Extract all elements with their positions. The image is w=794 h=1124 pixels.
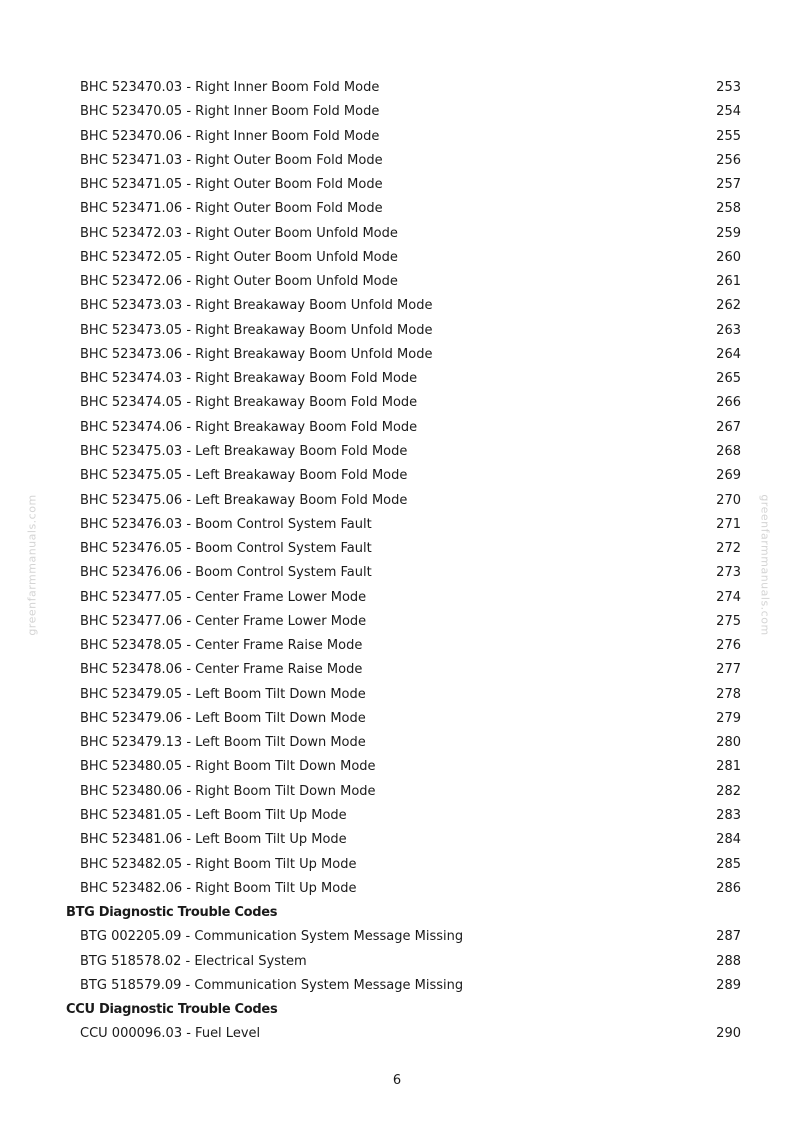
toc-entry[interactable] — [0, 173, 794, 197]
toc-entry[interactable] — [0, 270, 794, 294]
entry-title: BTG 518578.02 - Electrical System — [80, 953, 307, 969]
toc-entry[interactable] — [0, 416, 794, 440]
entry-page-number: 283 — [716, 807, 741, 823]
entry-page-number: 257 — [716, 177, 741, 193]
page-number: 6 — [392, 1073, 402, 1088]
toc-entry[interactable] — [0, 853, 794, 877]
entry-title: BHC 523470.06 - Right Inner Boom Fold Mode — [80, 128, 380, 144]
toc-entry[interactable] — [0, 149, 794, 173]
toc-entry[interactable] — [0, 780, 794, 804]
entry-title: BTG 002205.09 - Communication System Message Missing — [80, 929, 464, 945]
toc-entry[interactable] — [0, 125, 794, 149]
entry-title: BHC 523482.06 - Right Boom Tilt Up Mode — [80, 880, 357, 896]
table-of-contents — [0, 76, 794, 1047]
entry-title: BHC 523470.03 - Right Inner Boom Fold Mode — [80, 80, 380, 95]
entry-title: BHC 523474.03 - Right Breakaway Boom Fold Mode — [80, 371, 418, 387]
entry-page-number: 260 — [716, 249, 741, 265]
entry-page-number: 256 — [716, 152, 741, 168]
entry-page-number: 278 — [716, 686, 741, 702]
toc-entry[interactable] — [0, 489, 794, 513]
toc-entry[interactable] — [0, 707, 794, 731]
entry-page-number: 280 — [716, 735, 741, 751]
toc-entry[interactable] — [0, 294, 794, 318]
toc-section-heading — [0, 998, 794, 1022]
entry-page-number: 290 — [716, 1026, 741, 1042]
toc-entry[interactable] — [0, 634, 794, 658]
toc-entry[interactable] — [0, 586, 794, 610]
entry-page-number: 282 — [716, 783, 741, 799]
entry-title: BHC 523478.05 - Center Frame Raise Mode — [80, 638, 363, 654]
toc-entry[interactable] — [0, 367, 794, 391]
toc-entry[interactable] — [0, 950, 794, 974]
toc-entry[interactable] — [0, 343, 794, 367]
entry-page-number: 270 — [716, 492, 741, 508]
toc-entry[interactable] — [0, 246, 794, 270]
watermark-left: greenfarmmanuals.com — [25, 494, 39, 636]
toc-entry[interactable] — [0, 391, 794, 415]
entry-title: BHC 523479.05 - Left Boom Tilt Down Mode — [80, 686, 366, 702]
entry-title: BHC 523472.06 - Right Outer Boom Unfold Mode — [80, 274, 398, 290]
entry-page-number: 288 — [716, 953, 741, 969]
toc-entry[interactable] — [0, 658, 794, 682]
toc-section-heading — [0, 901, 794, 925]
entry-title: BHC 523474.05 - Right Breakaway Boom Fold Mode — [80, 395, 418, 411]
entry-page-number: 266 — [716, 395, 741, 411]
section-title: CCU Diagnostic Trouble Codes — [66, 1002, 278, 1018]
toc-entry[interactable] — [0, 731, 794, 755]
entry-page-number: 271 — [716, 516, 741, 532]
entry-title: BHC 523475.05 - Left Breakaway Boom Fold Mode — [80, 468, 408, 484]
section-title: BTG Diagnostic Trouble Codes — [66, 905, 278, 921]
toc-entry[interactable] — [0, 683, 794, 707]
entry-title: BHC 523480.06 - Right Boom Tilt Down Mode — [80, 783, 376, 799]
entry-page-number: 263 — [716, 322, 741, 338]
toc-entry[interactable] — [0, 1022, 794, 1046]
entry-page-number: 253 — [716, 80, 741, 95]
entry-title: BHC 523475.03 - Left Breakaway Boom Fold Mode — [80, 443, 408, 459]
toc-entry[interactable] — [0, 440, 794, 464]
toc-entry[interactable] — [0, 877, 794, 901]
entry-title: BTG 518579.09 - Communication System Message Missing — [80, 977, 464, 993]
entry-page-number: 267 — [716, 419, 741, 435]
entry-title: BHC 523470.05 - Right Inner Boom Fold Mode — [80, 104, 380, 120]
entry-title: BHC 523472.03 - Right Outer Boom Unfold Mode — [80, 225, 398, 241]
entry-page-number: 275 — [716, 613, 741, 629]
entry-page-number: 258 — [716, 201, 741, 217]
toc-entry[interactable] — [0, 464, 794, 488]
entry-page-number: 272 — [716, 541, 741, 557]
entry-page-number: 286 — [716, 880, 741, 896]
entry-page-number: 259 — [716, 225, 741, 241]
toc-entry[interactable] — [0, 537, 794, 561]
entry-page-number: 279 — [716, 710, 741, 726]
toc-entry[interactable] — [0, 561, 794, 585]
entry-page-number: 269 — [716, 468, 741, 484]
entry-title: BHC 523471.05 - Right Outer Boom Fold Mode — [80, 177, 383, 193]
toc-entry[interactable] — [0, 828, 794, 852]
entry-page-number: 261 — [716, 274, 741, 290]
toc-entry[interactable] — [0, 222, 794, 246]
entry-page-number: 264 — [716, 346, 741, 362]
entry-title: BHC 523480.05 - Right Boom Tilt Down Mode — [80, 759, 376, 775]
entry-title: BHC 523476.03 - Boom Control System Fault — [80, 516, 372, 532]
entry-page-number: 273 — [716, 565, 741, 581]
entry-title: BHC 523479.06 - Left Boom Tilt Down Mode — [80, 710, 366, 726]
entry-title: BHC 523482.05 - Right Boom Tilt Up Mode — [80, 856, 357, 872]
entry-page-number: 274 — [716, 589, 741, 605]
toc-entry[interactable] — [0, 76, 794, 100]
toc-entry[interactable] — [0, 755, 794, 779]
entry-page-number: 255 — [716, 128, 741, 144]
toc-entry[interactable] — [0, 974, 794, 998]
entry-title: BHC 523474.06 - Right Breakaway Boom Fold Mode — [80, 419, 418, 435]
entry-page-number: 289 — [716, 977, 741, 993]
entry-title: BHC 523476.06 - Boom Control System Fault — [80, 565, 372, 581]
entry-title: BHC 523481.05 - Left Boom Tilt Up Mode — [80, 807, 347, 823]
toc-entry[interactable] — [0, 197, 794, 221]
entry-page-number: 287 — [716, 929, 741, 945]
entry-page-number: 254 — [716, 104, 741, 120]
entry-page-number: 276 — [716, 638, 741, 654]
entry-title: BHC 523476.05 - Boom Control System Fault — [80, 541, 372, 557]
entry-title: BHC 523472.05 - Right Outer Boom Unfold Mode — [80, 249, 398, 265]
entry-page-number: 277 — [716, 662, 741, 678]
entry-page-number: 285 — [716, 856, 741, 872]
entry-page-number: 284 — [716, 832, 741, 848]
entry-title: BHC 523479.13 - Left Boom Tilt Down Mode — [80, 735, 366, 751]
entry-page-number: 265 — [716, 371, 741, 387]
watermark-right: greenfarmmanuals.com — [758, 494, 772, 636]
toc-entry[interactable] — [0, 610, 794, 634]
entry-title: BHC 523471.03 - Right Outer Boom Fold Mode — [80, 152, 383, 168]
entry-title: BHC 523473.03 - Right Breakaway Boom Unfold Mode — [80, 298, 433, 314]
toc-entry[interactable] — [0, 804, 794, 828]
entry-title: BHC 523473.05 - Right Breakaway Boom Unfold Mode — [80, 322, 433, 338]
entry-title: BHC 523478.06 - Center Frame Raise Mode — [80, 662, 363, 678]
toc-entry[interactable] — [0, 513, 794, 537]
entry-title: BHC 523475.06 - Left Breakaway Boom Fold Mode — [80, 492, 408, 508]
entry-title: CCU 000096.03 - Fuel Level — [80, 1026, 261, 1042]
entry-title: BHC 523477.06 - Center Frame Lower Mode — [80, 613, 367, 629]
toc-entry[interactable] — [0, 925, 794, 949]
entry-title: BHC 523473.06 - Right Breakaway Boom Unfold Mode — [80, 346, 433, 362]
entry-page-number: 268 — [716, 443, 741, 459]
toc-entry[interactable] — [0, 100, 794, 124]
entry-title: BHC 523471.06 - Right Outer Boom Fold Mode — [80, 201, 383, 217]
entry-title: BHC 523477.05 - Center Frame Lower Mode — [80, 589, 367, 605]
entry-title: BHC 523481.06 - Left Boom Tilt Up Mode — [80, 832, 347, 848]
entry-page-number: 262 — [716, 298, 741, 314]
toc-entry[interactable] — [0, 319, 794, 343]
entry-page-number: 281 — [716, 759, 741, 775]
